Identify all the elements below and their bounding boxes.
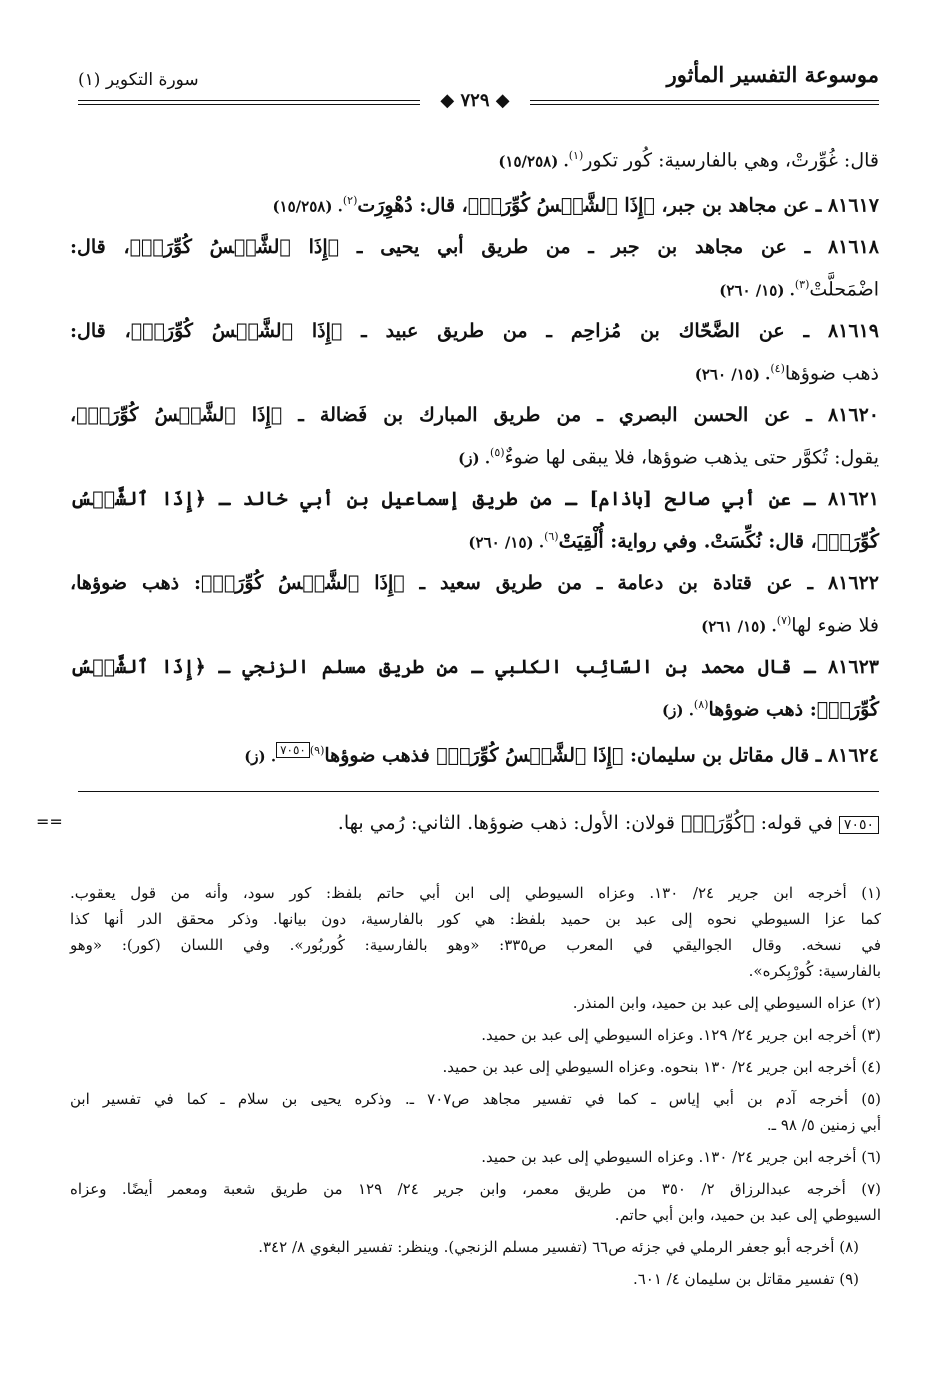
page-number: ◆ ٧٢٩ ◆: [420, 88, 530, 114]
footnote-line: (٤) أخرجه ابن جرير ٢٤/ ١٣٠ بنحوه. وعزاه السيوطي إلى عبد بن حميد.: [442, 1058, 881, 1076]
entry-line: ٨١٦٢٤ ـ قال مقاتل بن سليمان: ﴿إِذَا ٱلشَّمۡسُ كُوِّرَتۡ﴾ فذهب ضوؤها$^{(٩)}$٧٠٥٠. (ز): [244, 743, 879, 767]
entry-line: كُوِّرَتۡ﴾، قال: نُكِّسَتْ. وفي رواية: أُلْقِيَتْ$^{(٦)}$. (١٥/ ٢٦٠): [468, 530, 879, 553]
footnote-line: (٨) أخرجه أبو جعفر الرملي في جزئه ص٦٦ (تفسير مسلم الزنجي). وينظر: تفسير البغوي ٨/ ٣٤٢.: [258, 1238, 859, 1256]
footnote-line: السيوطي إلى عبد بن حميد، وابن أبي حاتم.: [614, 1206, 881, 1224]
footnote-line: (٩) تفسير مقاتل بن سليمان ٤/ ٦٠١.: [632, 1270, 859, 1288]
footnote-line: كما عزا السيوطي نحوه إلى عبد بن حميد بلفظ: هي كور بالفارسية، دون بيانها. وذكر محقق الدر أنها كذا: [70, 910, 881, 928]
footnote-line: في نسخه. وقال الجواليقي في المعرب ص٣٣٥: «وهو بالفارسية: كُوربُور». وفي اللسان (كور): «وهو: [70, 936, 881, 954]
entry-line: ٨١٦٢٣ ـ قال محمد بن السّائِب الكلبي ـ من طريق مسلم الزنجي ـ ﴿إِذَا ٱلشَّمۡسُ: [70, 656, 879, 678]
entry-line: يقول: تُكوَّر حتى يذهب ضوؤها، فلا يبقى لها ضوءٌ$^{(٥)}$. (ز): [458, 446, 879, 469]
commentary-text: في قوله: ﴿كُوِّرَتۡ﴾ قولان: الأول: ذهب ضوؤها. الثاني: رُمي بها.: [337, 812, 833, 834]
entry-line: قال: غُوِّرتْ، وهي بالفارسية: كُور تكور$^{(١)}$. (١٥/٢٥٨): [498, 149, 879, 172]
entry-line: ذهب ضوؤها$^{(٤)}$. (١٥/ ٢٦٠): [694, 362, 879, 385]
book-title: موسوعة التفسير المأثور: [666, 62, 879, 87]
section-separator: [78, 791, 879, 792]
entry-line: فلا ضوء لها$^{(٧)}$. (١٥/ ٢٦١): [701, 614, 879, 637]
footnote-line: (٣) أخرجه ابن جرير ٢٤/ ١٢٩. وعزاه السيوطي إلى عبد بن حميد.: [481, 1026, 881, 1044]
surah-title: سورة التكوير (١): [78, 70, 199, 90]
footnote-line: (٦) أخرجه ابن جرير ٢٤/ ١٣٠. وعزاه السيوطي إلى عبد بن حميد.: [481, 1148, 881, 1166]
entry-line: ٨١٦١٧ ـ عن مجاهد بن جبر، ﴿إِذَا ٱلشَّمۡسُ كُوِّرَتۡ﴾، قال: دُهْوِرَت$^{(٢)}$. (١٥/٢٥٨): [272, 194, 879, 217]
commentary-note: [110, 806, 879, 840]
entry-line: ٨١٦٢٠ ـ عن الحسن البصري ـ من طريق المبارك بن فَضالة ـ ﴿إِذَا ٱلشَّمۡسُ كُوِّرَتۡ﴾،: [70, 404, 879, 426]
entry-line: ٨١٦١٩ ـ عن الضَّحّاك بن مُزاحِم ـ من طريق عبيد ـ ﴿إِذَا ٱلشَّمۡسُ كُوِّرَتۡ﴾، قال:: [70, 320, 879, 342]
entry-line: كُوِّرَتۡ﴾: ذهب ضوؤها$^{(٨)}$. (ز): [662, 698, 879, 721]
continuation-mark: ==: [36, 812, 63, 831]
footnote-line: (٧) أخرجه عبدالرزاق ٢/ ٣٥٠ من طريق معمر، وابن جرير ٢٤/ ١٢٩ من طريق شعبة ومعمر أيضًا. وعزاه: [70, 1180, 882, 1198]
entry-line: ٨١٦١٨ ـ عن مجاهد بن جبر ـ من طريق أبي يحيى ـ ﴿إِذَا ٱلشَّمۡسُ كُوِّرَتۡ﴾، قال:: [70, 236, 879, 258]
entry-line: اضْمَحلَّتْ$^{(٣)}$. (١٥/ ٢٦٠): [719, 278, 879, 301]
entry-line: ٨١٦٢٢ ـ عن قتادة بن دعامة ـ من طريق سعيد ـ ﴿إِذَا ٱلشَّمۡسُ كُوِّرَتۡ﴾: ذهب ضوؤها،: [70, 572, 879, 594]
commentary-ref-box: ٧٠٥٠: [276, 742, 310, 758]
commentary-number-box: ٧٠٥٠: [839, 816, 879, 834]
footnote-line: بالفارسية: كُورْبِكره».: [748, 962, 881, 980]
footnote-line: أبي زمنين ٥/ ٩٨ ـ.: [766, 1116, 881, 1134]
footnote-line: (٢) عزاه السيوطي إلى عبد بن حميد، وابن المنذر.: [572, 994, 881, 1012]
footnote-line: (١) أخرجه ابن جرير ٢٤/ ١٣٠. وعزاه السيوطي إلى ابن أبي حاتم بلفظ: كور سود، وأنه من قول يعقوب.: [70, 884, 881, 902]
entry-line: ٨١٦٢١ ـ عن أبي صالح [باذام] ـ من طريق إسماعيل بن أبي خالد ـ ﴿إِذَا ٱلشَّمۡسُ: [70, 488, 879, 510]
footnote-line: (٥) أخرجه آدم بن أبي إياس ـ كما في تفسير مجاهد ص٧٠٧ ـ. وذكره يحيى بن سلام ـ كما في تفسير ابن: [70, 1090, 881, 1108]
